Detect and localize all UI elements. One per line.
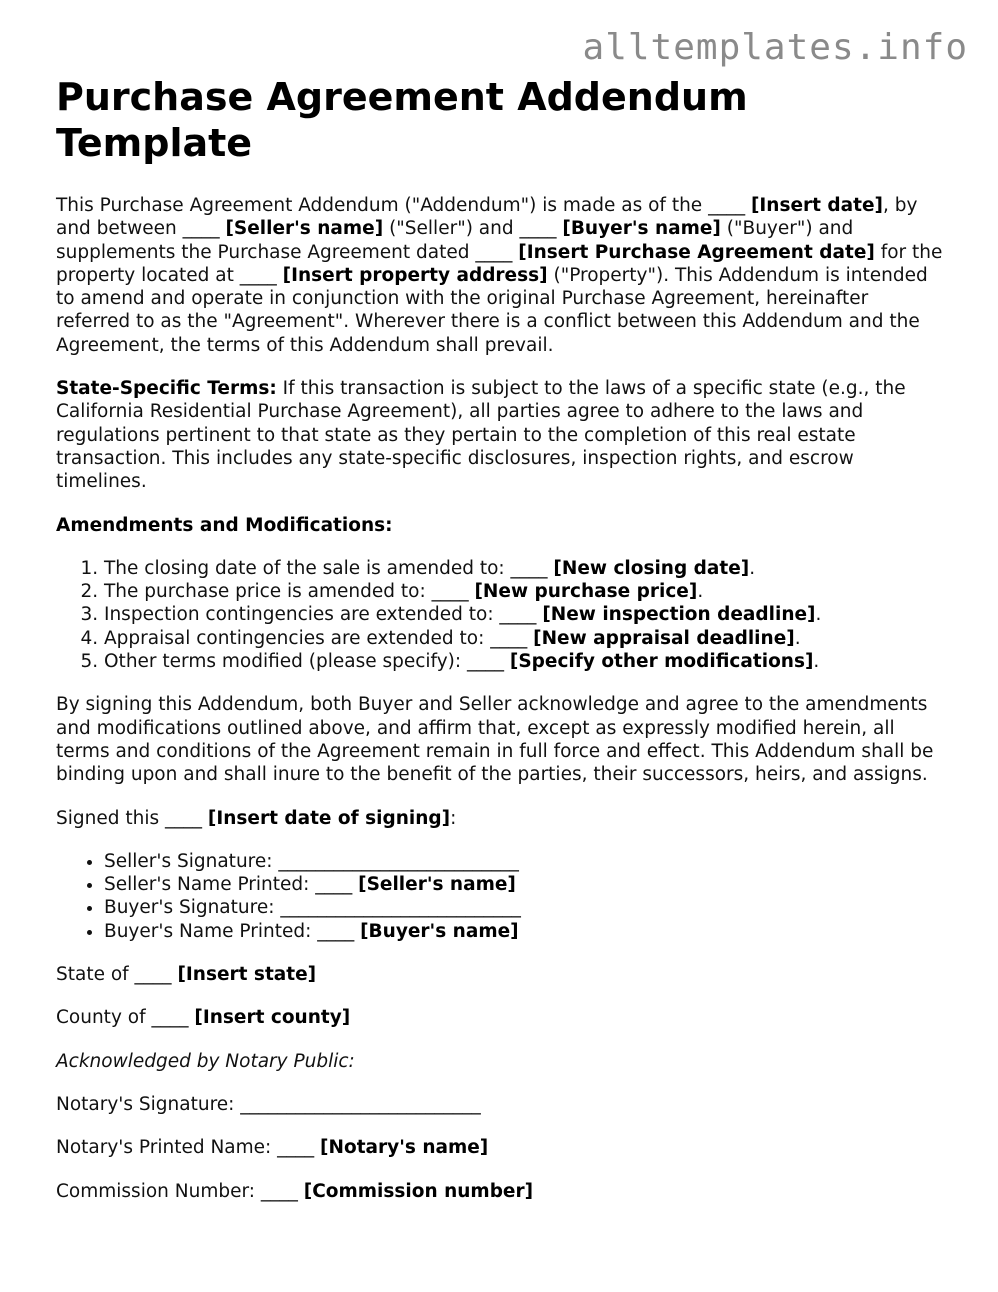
commission-number-line: Commission Number: ____ [Commission number] xyxy=(56,1180,534,1202)
intro-text-1: This Purchase Agreement Addendum ("Addendum") is made as of the ____ xyxy=(56,195,751,216)
notary-signature-line: Notary's Signature: __________________________ xyxy=(56,1093,481,1115)
state-specific-text: If this transaction is subject to the laws of a specific state (e.g., the California Residential Purchase Agreement), all parties agree to adhere to the laws and regulations pertinent to that state as they pertain to the completion of this real estate transaction. This includes any state-specific disclosures, inspection rights, and escrow timelines. xyxy=(56,378,906,493)
signed-line: Signed this ____ [Insert date of signing]: xyxy=(56,807,457,829)
list-item: 1. The closing date of the sale is amended to: ____ [New closing date]. xyxy=(104,557,946,580)
county-line: County of ____ [Insert county] xyxy=(56,1007,351,1029)
state-specific-label: State-Specific Terms: xyxy=(56,378,277,400)
document-title: Purchase Agreement Addendum Template xyxy=(56,75,748,165)
seller-name-line: • Seller's Name Printed: ____ [Seller's name] xyxy=(104,873,946,896)
list-item: 4. Appraisal contingencies are extended to: ____ [New appraisal deadline]. xyxy=(104,627,946,650)
intro-text-3: ("Seller") and ____ xyxy=(383,218,563,240)
intro-text-2: , by and between ____ xyxy=(56,195,918,240)
state-specific-paragraph xyxy=(56,377,946,493)
intro-text-5: for the property located at ____ xyxy=(56,241,943,286)
intro-text-4: ("Buyer") and supplements the Purchase Agreement dated ____ xyxy=(56,218,854,263)
buyer-name-line: • Buyer's Name Printed: ____ [Buyer's name] xyxy=(104,920,946,943)
intro-text-6: ("Property"). This Addendum is intended to amend and operate in conjunction with the original Purchase Agreement, hereinafter referred to as the "Agreement". Wherever there is a conflict between this Addendum and the Agreement, the terms of this Addendum shall prevail. xyxy=(56,264,928,356)
seller-signature-line: • Seller's Signature: __________________________ xyxy=(104,850,946,873)
agreement-date-placeholder: [Insert Purchase Agreement date] xyxy=(518,241,875,263)
signatures-list xyxy=(56,850,946,943)
buyer-signature-line: • Buyer's Signature: __________________________ xyxy=(104,896,946,919)
amendments-list xyxy=(56,557,946,673)
list-item: 3. Inspection contingencies are extended to: ____ [New inspection deadline]. xyxy=(104,603,946,626)
amendments-heading: Amendments and Modifications: xyxy=(56,514,393,536)
state-line: State of ____ [Insert state] xyxy=(56,964,317,986)
watermark: alltemplates.info xyxy=(582,27,968,68)
notary-name-line: Notary's Printed Name: ____ [Notary's name] xyxy=(56,1137,489,1159)
intro-paragraph xyxy=(56,194,946,357)
document-body xyxy=(56,74,946,1223)
notary-acknowledgment: Acknowledged by Notary Public: xyxy=(56,1050,355,1072)
list-item: 2. The purchase price is amended to: ____ [New purchase price]. xyxy=(104,580,946,603)
seller-name-placeholder: [Seller's name] xyxy=(225,218,384,240)
buyer-name-placeholder: [Buyer's name] xyxy=(562,218,721,240)
list-item: 5. Other terms modified (please specify): ____ [Specify other modifications]. xyxy=(104,650,946,673)
property-address-placeholder: [Insert property address] xyxy=(282,264,548,286)
acknowledgment-paragraph: By signing this Addendum, both Buyer and Seller acknowledge and agree to the amendments and modifications outlined above, and affirm that, except as expressly modified herein, all terms and conditions of the Agreement remain in full force and effect. This Addendum shall be binding upon and shall inure to the benefit of the parties, their successors, heirs, and assigns. xyxy=(56,694,934,786)
insert-date-placeholder: [Insert date] xyxy=(750,195,884,216)
